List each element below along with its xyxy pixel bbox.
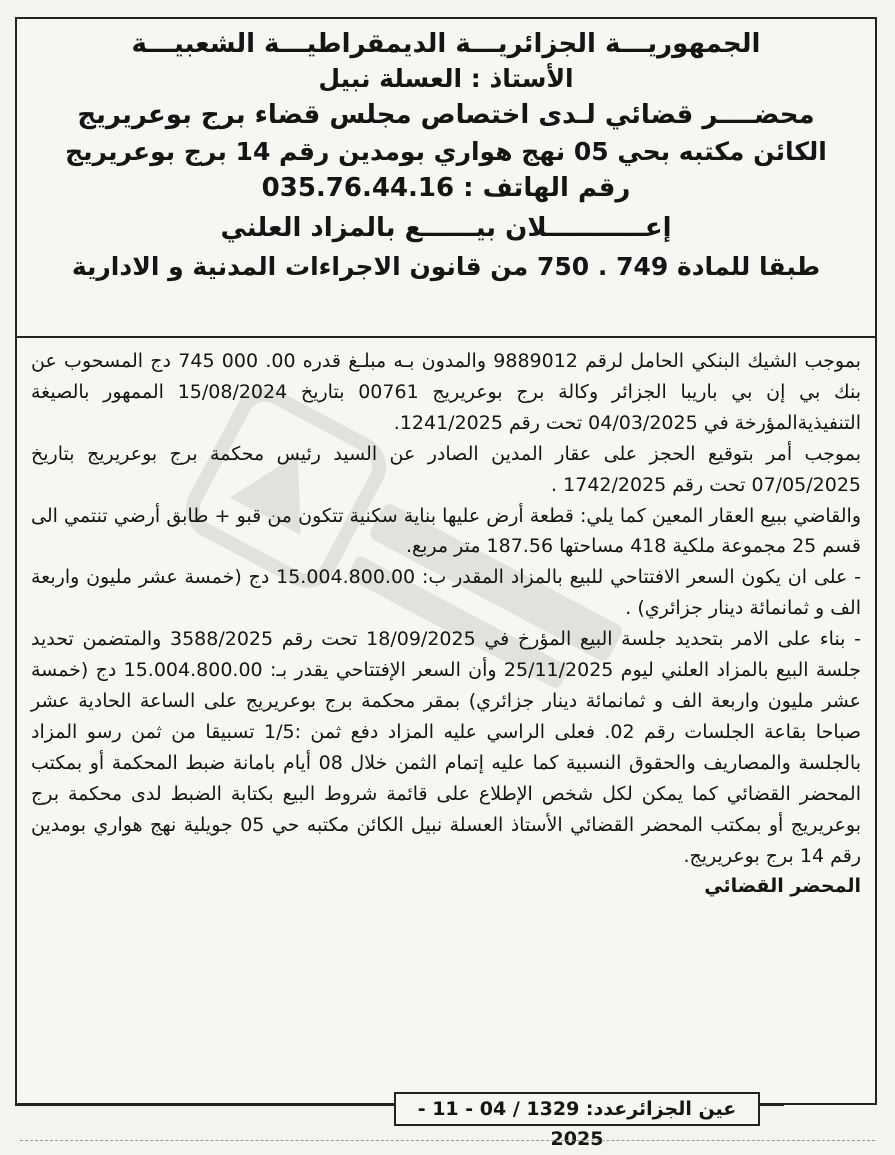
office-phone: رقم الهاتف : 035.76.44.16 (261, 173, 631, 204)
paragraph-opening-price: - على ان يكون السعر الافتتاحي للبيع بالمزاد المقدر ب: 15.004.800.00 دج (خمسة عشر مليون واربعة الف و ثمانمائة دينار جزائري) . (31, 566, 861, 620)
paragraph-property: والقاضي ببيع العقار المعين كما يلي: قطعة أرض عليها بناية سكنية تتكون من قبو + طابق أرضي تنتمي الى قسم 25 مجموعة ملكية 418 مساحتها 187.56 متر مربع. (31, 504, 861, 558)
footer-line-right (760, 1104, 784, 1106)
notice-header (17, 27, 875, 282)
republic-title: الجمهوريـــة الجزائريـــة الديمقراطيـــة الشعبيـــة (131, 29, 761, 59)
publication-reference: عين الجزائرعدد: 1329 / 04 - 11 - 2025 (394, 1092, 760, 1126)
signature: المحضر القضائي (704, 875, 861, 898)
page-bottom-rule (20, 1140, 875, 1141)
bailiff-name: الأستاذ : العسلة نبيل (318, 64, 574, 94)
office-address: الكائن مكتبه بحي 05 نهج هواري بومدين رقم 14 برج بوعريريج (65, 137, 827, 167)
paragraph-seizure-order: بموجب أمر بتوقيع الحجز على عقار المدين الصادر عن السيد رئيس محكمة برج بوعريريج بتاريخ 07/05/2025 تحت رقم 1742/2025 . (31, 442, 861, 496)
notice-body (31, 346, 861, 902)
paragraph-check: بموجب الشيك البنكي الحامل لرقم 9889012 والمدون بـه مبلـغ قدره 00. 000 745 دج المسحوب عن بنك بي إن بي باريبا الجزائر وكالة برج بوعريريج 00761 بتاريخ 15/08/2024 الممهور بالصيغة التنفيذيةالمؤرخة في 04/03/2025 تحت رقم 1241/2025. (31, 350, 861, 434)
header-divider (15, 336, 877, 338)
legal-basis: طبقا للمادة 749 . 750 من قانون الاجراءات المدنية و الادارية (71, 251, 821, 281)
footer-line-left (15, 1104, 394, 1106)
office-title: محضــــر قضائي لـدى اختصاص مجلس قضاء برج بوعريريج (77, 100, 815, 131)
paragraph-sale-session: - بناء على الامر بتحديد جلسة البيع المؤرخ في 18/09/2025 تحت رقم 3588/2025 والمتضمن تحديد جلسة البيع بالمزاد العلني ليوم 25/11/2025 وأن السعر الإفتتاحي يقدر بـ: 15.004.800.00 دج (خمسة عشر مليون واربعة الف و ثمانمائة دينار جزائري) بمقر محكمة برج بوعريريج على الساعة الحادية عشر صباحا بقاعة الجلسات رقم 02. فعلى الراسي عليه المزاد دفع ثمن :1/5 تسبيقا من ثمن رسو المزاد بالجلسة والمصاريف والحقوق النسبية كما عليه إتمام الثمن خلال 08 أيام بامانة ضبط المحكمة أو بمكتب المحضر القضائي كما يمكن لكل شخص الإطلاع على قائمة شروط البيع بكتابة الضبط لدى محكمة برج بوعريريج أو بمكتب المحضر القضائي الأستاذ العسلة نبيل الكائن مكتبه حي 05 جويلية نهج هواري بومدين رقم 14 برج بوعريريج. (31, 628, 861, 867)
notice-title: إعـــــــــــلان بيــــــع بالمزاد العلني (220, 212, 672, 243)
notice-frame (15, 17, 877, 1105)
